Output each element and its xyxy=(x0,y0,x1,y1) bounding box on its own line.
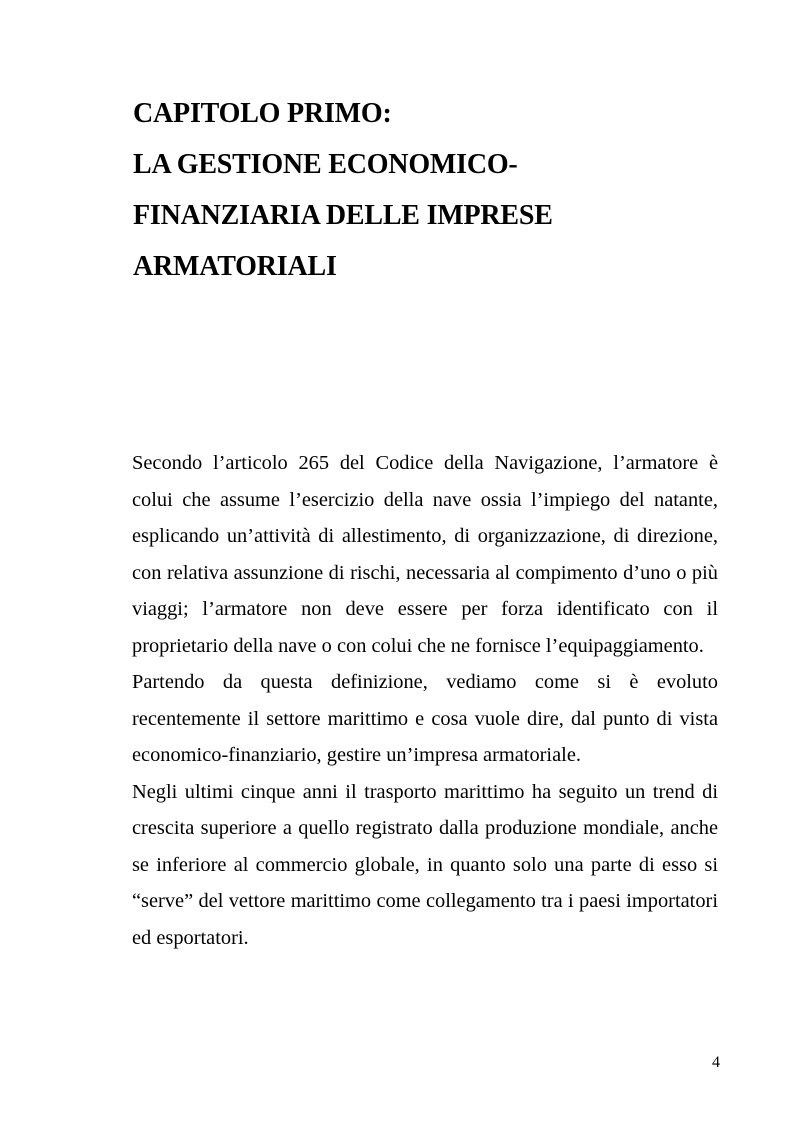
paragraph-sector-evolution: Partendo da questa definizione, vediamo come si è evoluto recentemente il settore marittimo e cosa vuole dire, dal punto di vista economico-finanziario, gestire un’impresa armatoriale. xyxy=(132,671,718,766)
chapter-title-line-2: LA GESTIONE ECONOMICO- xyxy=(133,149,518,180)
chapter-title xyxy=(133,88,733,292)
paragraph-armatore-definition: Secondo l’articolo 265 del Codice della Navigazione, l’armatore è colui che assume l’esercizio della nave ossia l’impiego del natante, esplicando un’attività di allestimento, di organizzazione, di direzione, con relativa assunzione di rischi, necessaria al compimento d’uno o più viaggi; l’armatore non deve essere per forza identificato con il proprietario della nave o con colui che ne fornisce l’equipaggiamento. xyxy=(132,452,718,657)
page-number: 4 xyxy=(712,1054,720,1071)
chapter-title-line-1: CAPITOLO PRIMO: xyxy=(133,98,392,129)
chapter-title-line-4: ARMATORIALI xyxy=(133,251,337,282)
paragraph-maritime-trend: Negli ultimi cinque anni il trasporto marittimo ha seguito un trend di crescita superiore a quello registrato dalla produzione mondiale, anche se inferiore al commercio globale, in quanto solo una parte di esso si “serve” del vettore marittimo come collegamento tra i paesi importatori ed esportatori. xyxy=(132,780,718,949)
body-text xyxy=(132,445,718,956)
chapter-title-line-3: FINANZIARIA DELLE IMPRESE xyxy=(133,200,553,231)
